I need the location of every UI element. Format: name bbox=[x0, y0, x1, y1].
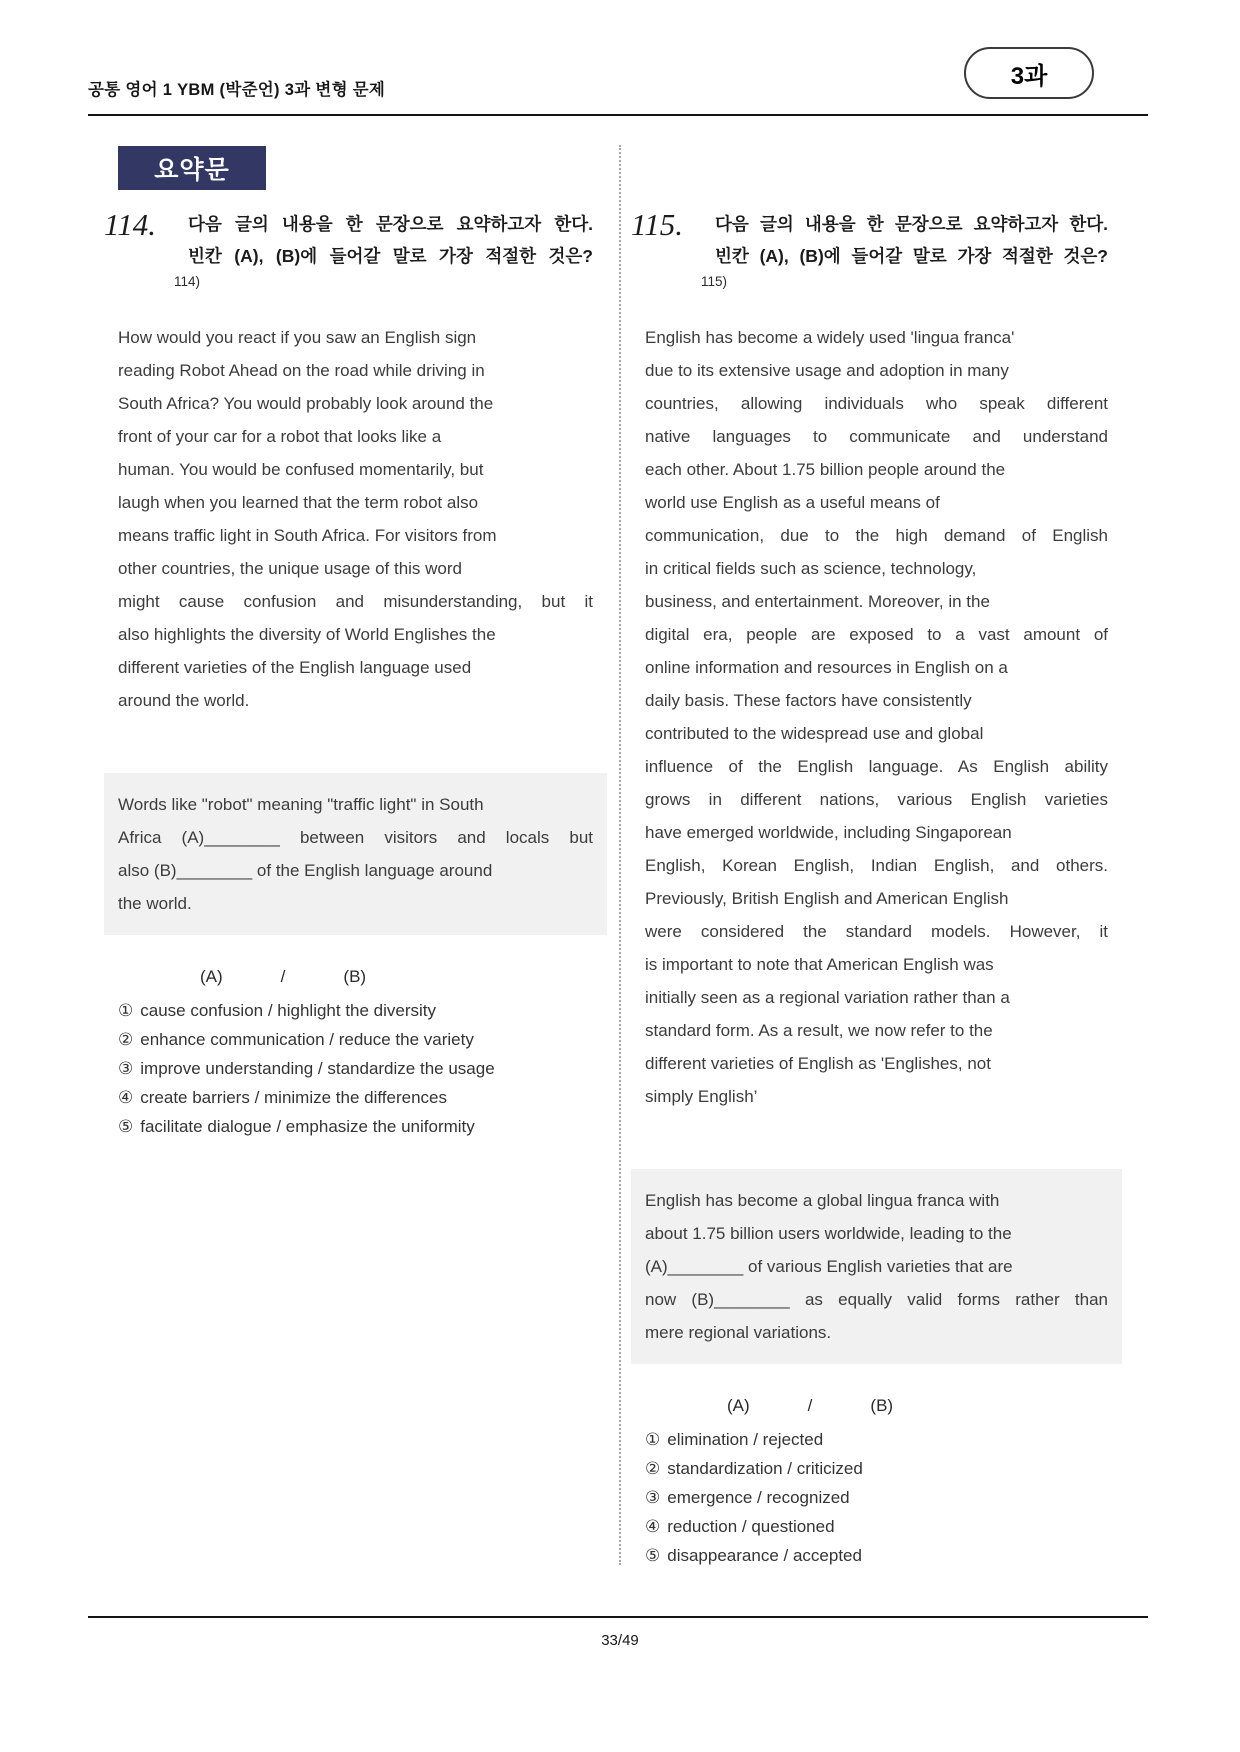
passage-line bbox=[645, 453, 1108, 486]
question-prompt bbox=[715, 208, 1108, 272]
passage-line bbox=[118, 552, 593, 585]
passage-line bbox=[645, 486, 1108, 519]
option-number: ② bbox=[118, 1030, 134, 1049]
prompt-line-text: 다음 글의 내용을 한 문장으로 요약하고자 한다. bbox=[188, 214, 593, 234]
passage-line-text: communication, due to the high demand of English bbox=[645, 526, 1108, 545]
option-text: standardization / criticized bbox=[667, 1459, 863, 1478]
option-number: ① bbox=[118, 1001, 134, 1020]
passage-line bbox=[645, 354, 1108, 387]
passage-line bbox=[645, 1080, 1108, 1113]
prompt-line bbox=[188, 208, 593, 240]
passage-line-text: different varieties of the English language used bbox=[118, 658, 472, 677]
summary-line bbox=[645, 1250, 1108, 1283]
prompt-line bbox=[188, 240, 593, 272]
question-block-115 bbox=[631, 208, 1122, 1570]
passage-line-text: might cause confusion and misunderstanding, but it bbox=[118, 592, 593, 611]
passage-line-text: South Africa? You would probably look around the bbox=[118, 394, 494, 413]
option-b-label: (B) bbox=[870, 1396, 894, 1415]
passage-line bbox=[645, 387, 1108, 420]
page-number: 33/49 bbox=[601, 1632, 639, 1649]
options-list bbox=[118, 965, 593, 1141]
passage bbox=[645, 321, 1108, 1113]
passage-line-text: Previously, British English and American English bbox=[645, 889, 1009, 908]
passage-line bbox=[118, 354, 593, 387]
option-item bbox=[645, 1483, 1108, 1512]
prompt-line bbox=[715, 240, 1108, 272]
column-divider bbox=[619, 145, 621, 1565]
passage-line-text: native languages to communicate and understand bbox=[645, 427, 1108, 446]
summary-line bbox=[645, 1283, 1108, 1316]
question-header bbox=[104, 208, 607, 272]
prompt-line-text: 빈칸 (A), (B)에 들어갈 말로 가장 적절한 것은? bbox=[188, 246, 593, 266]
question-prompt bbox=[188, 208, 593, 272]
summary-line-text: now (B)________ as equally valid forms rather than bbox=[645, 1290, 1108, 1309]
summary-line-text: the world. bbox=[118, 894, 192, 913]
passage-line bbox=[118, 321, 593, 354]
passage-line-text: laugh when you learned that the term robot also bbox=[118, 493, 479, 512]
passage-line bbox=[118, 618, 593, 651]
summary-line bbox=[118, 788, 593, 821]
summary-line-text: also (B)________ of the English language around bbox=[118, 861, 493, 880]
passage-line bbox=[118, 585, 593, 618]
option-item bbox=[645, 1454, 1108, 1483]
passage-line-text: countries, allowing individuals who speak different bbox=[645, 394, 1108, 413]
passage-line bbox=[645, 1047, 1108, 1080]
options-header bbox=[118, 965, 593, 989]
passage-line bbox=[118, 453, 593, 486]
footnote-marker: 115) bbox=[701, 274, 728, 289]
passage-line bbox=[645, 552, 1108, 585]
option-number: ④ bbox=[118, 1088, 134, 1107]
passage-line-text: world use English as a useful means of bbox=[645, 493, 940, 512]
summary-line bbox=[645, 1184, 1108, 1217]
options-list bbox=[645, 1394, 1108, 1570]
option-number: ⑤ bbox=[645, 1546, 661, 1565]
passage-line bbox=[645, 849, 1108, 882]
option-a-label: (A) bbox=[200, 967, 223, 986]
passage-line-text: different varieties of English as 'Englishes, not bbox=[645, 1054, 991, 1073]
passage-line-text: front of your car for a robot that looks like a bbox=[118, 427, 442, 446]
passage-line bbox=[118, 651, 593, 684]
passage-line-text: initially seen as a regional variation rather than a bbox=[645, 988, 1010, 1007]
summary-line bbox=[645, 1316, 1108, 1349]
passage-line-text: means traffic light in South Africa. For visitors from bbox=[118, 526, 497, 545]
passage-line-text: have emerged worldwide, including Singaporean bbox=[645, 823, 1012, 842]
summary-line bbox=[645, 1217, 1108, 1250]
passage-line bbox=[645, 948, 1108, 981]
option-text: create barriers / minimize the differences bbox=[140, 1088, 448, 1107]
passage-line bbox=[645, 519, 1108, 552]
summary-line-text: Words like "robot" meaning "traffic light" in South bbox=[118, 795, 484, 814]
passage-line bbox=[118, 387, 593, 420]
option-number: ④ bbox=[645, 1517, 661, 1536]
passage-line-text: simply English’ bbox=[645, 1087, 758, 1106]
doc-title: 공통 영어 1 YBM (박준언) 3과 변형 문제 bbox=[88, 81, 386, 99]
option-item bbox=[118, 996, 593, 1025]
summary-box bbox=[631, 1169, 1122, 1364]
option-slash: / bbox=[807, 1396, 813, 1415]
header-rule bbox=[88, 114, 1148, 116]
passage-line-text: How would you react if you saw an English sign bbox=[118, 328, 477, 347]
passage-line bbox=[645, 783, 1108, 816]
passage-line bbox=[118, 486, 593, 519]
option-item bbox=[645, 1541, 1108, 1570]
question-number: 115. bbox=[631, 207, 683, 242]
option-a-label: (A) bbox=[727, 1396, 750, 1415]
passage-line-text: due to its extensive usage and adoption in many bbox=[645, 361, 1009, 380]
section-label: 요약문 bbox=[118, 146, 266, 190]
option-text: disappearance / accepted bbox=[667, 1546, 862, 1565]
question-block-114 bbox=[104, 208, 607, 1141]
summary-line bbox=[118, 821, 593, 854]
passage-line bbox=[645, 585, 1108, 618]
option-text: enhance communication / reduce the variety bbox=[140, 1030, 474, 1049]
passage-line-text: also highlights the diversity of World Englishes the bbox=[118, 625, 496, 644]
summary-line-text: Africa (A)________ between visitors and locals but bbox=[118, 828, 593, 847]
question-header bbox=[631, 208, 1122, 272]
unit-badge bbox=[964, 47, 1094, 99]
passage-line-text: standard form. As a result, we now refer to the bbox=[645, 1021, 993, 1040]
option-text: emergence / recognized bbox=[667, 1488, 850, 1507]
passage-line-text: business, and entertainment. Moreover, in the bbox=[645, 592, 990, 611]
passage-line bbox=[645, 651, 1108, 684]
passage-line-text: English, Korean English, Indian English, and others. bbox=[645, 856, 1108, 875]
passage-line-text: online information and resources in English on a bbox=[645, 658, 1008, 677]
question-number: 114. bbox=[104, 207, 156, 242]
passage-line bbox=[645, 816, 1108, 849]
option-number: ① bbox=[645, 1430, 661, 1449]
option-number: ③ bbox=[118, 1059, 134, 1078]
passage-line-text: in critical fields such as science, technology, bbox=[645, 559, 977, 578]
passage-line bbox=[645, 750, 1108, 783]
passage-line-text: were considered the standard models. However, it bbox=[645, 922, 1108, 941]
passage-line bbox=[645, 915, 1108, 948]
option-number: ③ bbox=[645, 1488, 661, 1507]
passage-line-text: reading Robot Ahead on the road while driving in bbox=[118, 361, 485, 380]
unit-badge-label: 3과 bbox=[1010, 62, 1048, 90]
summary-line-text: mere regional variations. bbox=[645, 1323, 832, 1342]
option-item bbox=[118, 1112, 593, 1141]
passage-line bbox=[645, 684, 1108, 717]
passage-line bbox=[645, 618, 1108, 651]
option-item bbox=[645, 1512, 1108, 1541]
passage-line-text: is important to note that American English was bbox=[645, 955, 994, 974]
option-number: ② bbox=[645, 1459, 661, 1478]
passage-line-text: human. You would be confused momentarily, but bbox=[118, 460, 484, 479]
passage-line bbox=[645, 981, 1108, 1014]
options-header bbox=[645, 1394, 1108, 1418]
passage-line-text: around the world. bbox=[118, 691, 250, 710]
option-item bbox=[118, 1054, 593, 1083]
summary-line bbox=[118, 854, 593, 887]
prompt-line bbox=[715, 208, 1108, 240]
prompt-line-text: 다음 글의 내용을 한 문장으로 요약하고자 한다. bbox=[715, 214, 1108, 234]
passage bbox=[118, 321, 593, 717]
passage-line bbox=[645, 1014, 1108, 1047]
passage-line-text: each other. About 1.75 billion people around the bbox=[645, 460, 1006, 479]
passage-line bbox=[118, 684, 593, 717]
passage-line bbox=[645, 882, 1108, 915]
passage-line-text: daily basis. These factors have consistently bbox=[645, 691, 972, 710]
footer-rule bbox=[88, 1616, 1148, 1618]
footnote-marker: 114) bbox=[174, 274, 201, 289]
option-item bbox=[645, 1425, 1108, 1454]
passage-line bbox=[645, 420, 1108, 453]
passage-line-text: English has become a widely used 'lingua franca' bbox=[645, 328, 1015, 347]
passage-line-text: digital era, people are exposed to a vast amount of bbox=[645, 625, 1108, 644]
option-number: ⑤ bbox=[118, 1117, 134, 1136]
summary-line bbox=[118, 887, 593, 920]
passage-line-text: contributed to the widespread use and global bbox=[645, 724, 984, 743]
option-slash: / bbox=[280, 967, 286, 986]
passage-line-text: influence of the English language. As English ability bbox=[645, 757, 1108, 776]
option-text: reduction / questioned bbox=[667, 1517, 835, 1536]
option-text: cause confusion / highlight the diversity bbox=[140, 1001, 437, 1020]
passage-line bbox=[645, 321, 1108, 354]
option-text: facilitate dialogue / emphasize the uniformity bbox=[140, 1117, 475, 1136]
prompt-line-text: 빈칸 (A), (B)에 들어갈 말로 가장 적절한 것은? bbox=[715, 246, 1108, 266]
passage-line bbox=[118, 420, 593, 453]
summary-line-text: about 1.75 billion users worldwide, leading to the bbox=[645, 1224, 1012, 1243]
summary-line-text: English has become a global lingua franca with bbox=[645, 1191, 1000, 1210]
option-text: improve understanding / standardize the usage bbox=[140, 1059, 495, 1078]
option-text: elimination / rejected bbox=[667, 1430, 824, 1449]
summary-line-text: (A)________ of various English varieties that are bbox=[645, 1257, 1013, 1276]
option-b-label: (B) bbox=[343, 967, 367, 986]
summary-box bbox=[104, 773, 607, 935]
option-item bbox=[118, 1025, 593, 1054]
passage-line bbox=[645, 717, 1108, 750]
passage-line bbox=[118, 519, 593, 552]
option-item bbox=[118, 1083, 593, 1112]
passage-line-text: grows in different nations, various English varieties bbox=[645, 790, 1108, 809]
passage-line-text: other countries, the unique usage of this word bbox=[118, 559, 462, 578]
